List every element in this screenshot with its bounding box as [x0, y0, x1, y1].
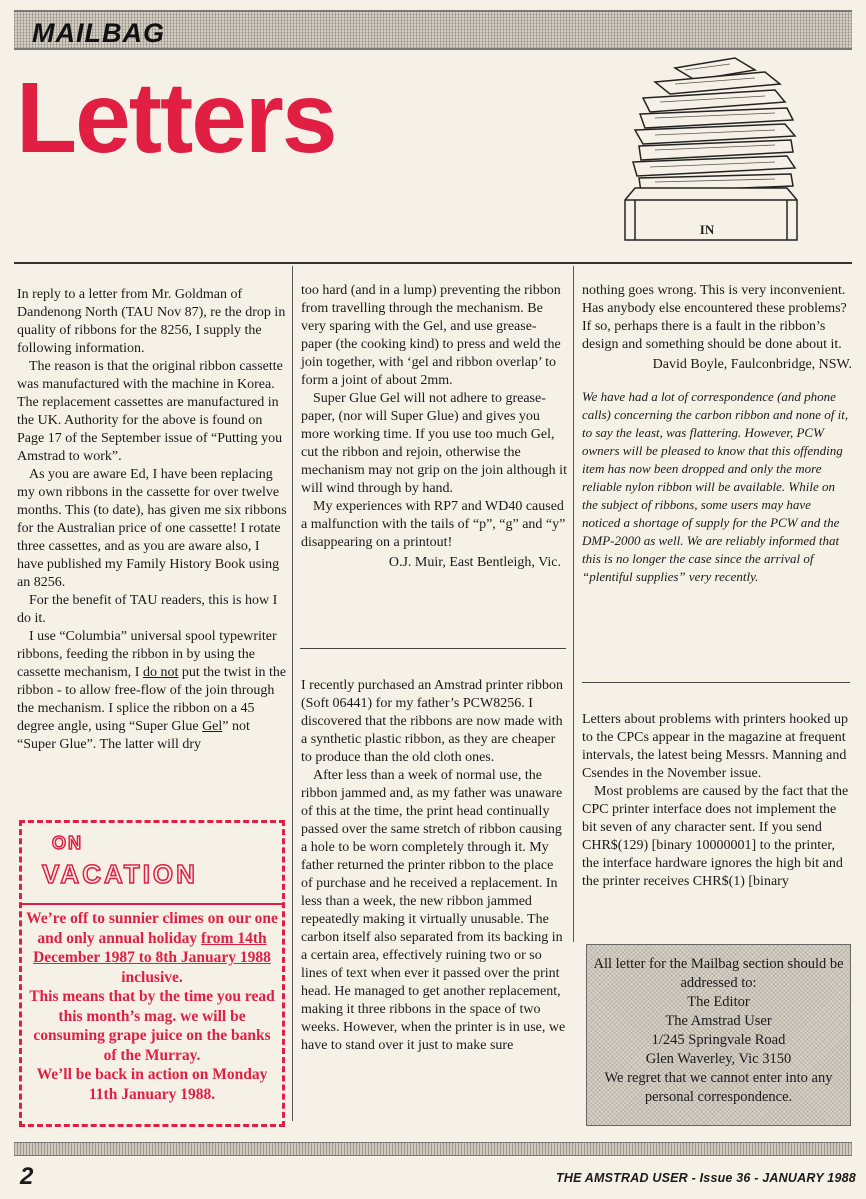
vacation-header [22, 823, 282, 905]
address-line: The Amstrad User [665, 1013, 772, 1029]
top-rule [14, 262, 852, 264]
letter-paragraph: Letters about problems with printers hooked up to the CPCs appear in the magazine at frequent intervals, the latest being Messrs. Manning and Csendes in the November issue. [582, 712, 848, 781]
letter-paragraph: Most problems are caused by the fact that the CPC printer interface does not implement the bit seven of any character sent. If you send CHR$(129) [binary 10000001] to the printer, the interface hardware ignores the high bit and the printer receives CHR$(1) [binary [582, 784, 849, 889]
address-line: Glen Waverley, Vic 3150 [645, 1051, 792, 1067]
letter-paragraph: nothing goes wrong. This is very inconvenient. Has anybody else encountered these problems? If so, perhaps there is a fault in the ribbon’s design and something should be done about it. [582, 283, 847, 352]
vacation-on-label: ON [52, 833, 83, 853]
page-title: Letters [16, 62, 336, 174]
inbox-tray-icon [615, 50, 800, 248]
address-line: 1/245 Springvale Road [651, 1032, 786, 1048]
letter-column-3 [582, 282, 852, 586]
vacation-notice [19, 820, 285, 1127]
editor-reply: We have had a lot of correspondence (and phone calls) concerning the carbon ribbon and none of it, to say the least, was flattering. However, PCW owners will be pleased to know that this offending item has now been dropped and only the more reliable nylon ribbon will be available. While on the subject of ribbons, some users may have noticed a shortage of supply for the PCW and the DMP-2000 as well. We are reliably informed that this is no longer the case since the arrival of “plentiful supplies” very recently. [582, 389, 849, 584]
letter-paragraph: After less than a week of normal use, the ribbon jammed and, as my father was unaware of this at the time, the print head continually passed over the same stretch of ribbon causing a hole to be worn completely through it. My father returned the printer ribbon to the place of purchase and he received a replacement. In less than a week, the new ribbon jammed repeatedly making it virtually unusable. The carbon itself also separated from its backing in a certain area, effectively ruining two or so lines of text when ever it passed over the print head. He managed to get another replacement, making it three ribbons in the space of two weeks. However, when the printer is in use, we have to stand over it just to make sure [301, 768, 566, 1053]
vacation-message: We’re off to sunnier climes on our one and only annual holiday from 14th December 1987 to 8th January 1988 inclusive. This means that by the time you read this month’s mag. we will be consuming grape juice on the banks of the Murray. We’ll be back in action on Monday 11th January 1988. [26, 910, 278, 1103]
address-intro: All letter for the Mailbag section should be addressed to: [593, 956, 844, 991]
letter-paragraph: too hard (and in a lump) preventing the ribbon from travelling through the mechanism. Be very sparing with the Gel, and use grease-paper (the cooking kind) to press and weld the join together, with ‘gel and ribbon overlap’ to form a joint of about 2mm. [301, 283, 561, 388]
letter-signature: O.J. Muir, East Bentleigh, Vic. [388, 555, 561, 570]
column-divider [573, 266, 574, 942]
letter-paragraph: As you are aware Ed, I have been replacing my own ribbons in the cassette for over twelve months. This (to date), has given me six ribbons for the Australian price of one cassette! I rotate three cassettes, and as you are aware also, I have published my Family History Book using an 8256. [17, 467, 287, 590]
column-divider [292, 266, 293, 1121]
letter-column-2 [301, 282, 567, 572]
address-line: The Editor [687, 994, 750, 1010]
letter-separator [582, 682, 850, 683]
letter-paragraph: For the benefit of TAU readers, this is how I do it. [17, 593, 278, 626]
letter-separator [300, 648, 566, 649]
letter-paragraph: In reply to a letter from Mr. Goldman of Dandenong North (TAU Nov 87), re the drop in quality of ribbons for the 8256, I supply the following information. [17, 287, 286, 356]
letter-signature: David Boyle, Faulconbridge, NSW. [652, 357, 852, 372]
section-header-bar [14, 10, 852, 50]
letter-paragraph: I recently purchased an Amstrad printer ribbon (Soft 06441) for my father’s PCW8256. I discovered that the ribbons are now made with a synthetic plastic ribbon, as they are cheaper to produce than the old cloth ones. [301, 678, 564, 765]
address-note: We regret that we cannot enter into any personal correspondence. [604, 1070, 833, 1105]
letter-paragraph: Super Glue Gel will not adhere to grease-paper, (nor will Super Glue) and gives you more working time. If you use too much Gel, cut the ribbon and rejoin, otherwise the mechanism may not grip on the join although it will wind through by hand. [301, 391, 567, 496]
letter-column-1 [17, 286, 287, 754]
footer-bar [14, 1142, 852, 1156]
letter-column-3b [582, 711, 850, 891]
footer-issue-text: THE AMSTRAD USER - Issue 36 - JANUARY 1988 [556, 1171, 856, 1185]
letter-paragraph: The reason is that the original ribbon cassette was manufactured with the machine in Korea. The replacement cassettes are manufactured in the UK. Authority for the above is found on Page 17 of the September issue of “Putting you Amstrad to work”. [17, 359, 283, 464]
section-label: MAILBAG [32, 18, 165, 48]
inbox-label: IN [699, 222, 715, 237]
page-number: 2 [20, 1163, 34, 1190]
vacation-title: VACATION [42, 859, 198, 889]
mailbag-address-box [586, 944, 851, 1126]
letter-paragraph: I use “Columbia” universal spool typewriter ribbons, feeding the ribbon in by using the cassette mechanism, I do not put the twist in the ribbon - to allow free-flow of the join through the mechanism. I splice the ribbon on a 45 degree angle, using “Super Glue Gel” not “Super Glue”. The latter will dry [17, 629, 287, 752]
letter-column-2b [301, 677, 567, 1055]
letter-paragraph: My experiences with RP7 and WD40 caused a malfunction with the tails of “p”, “g” and “y” disappearing on a printout! [301, 499, 566, 550]
